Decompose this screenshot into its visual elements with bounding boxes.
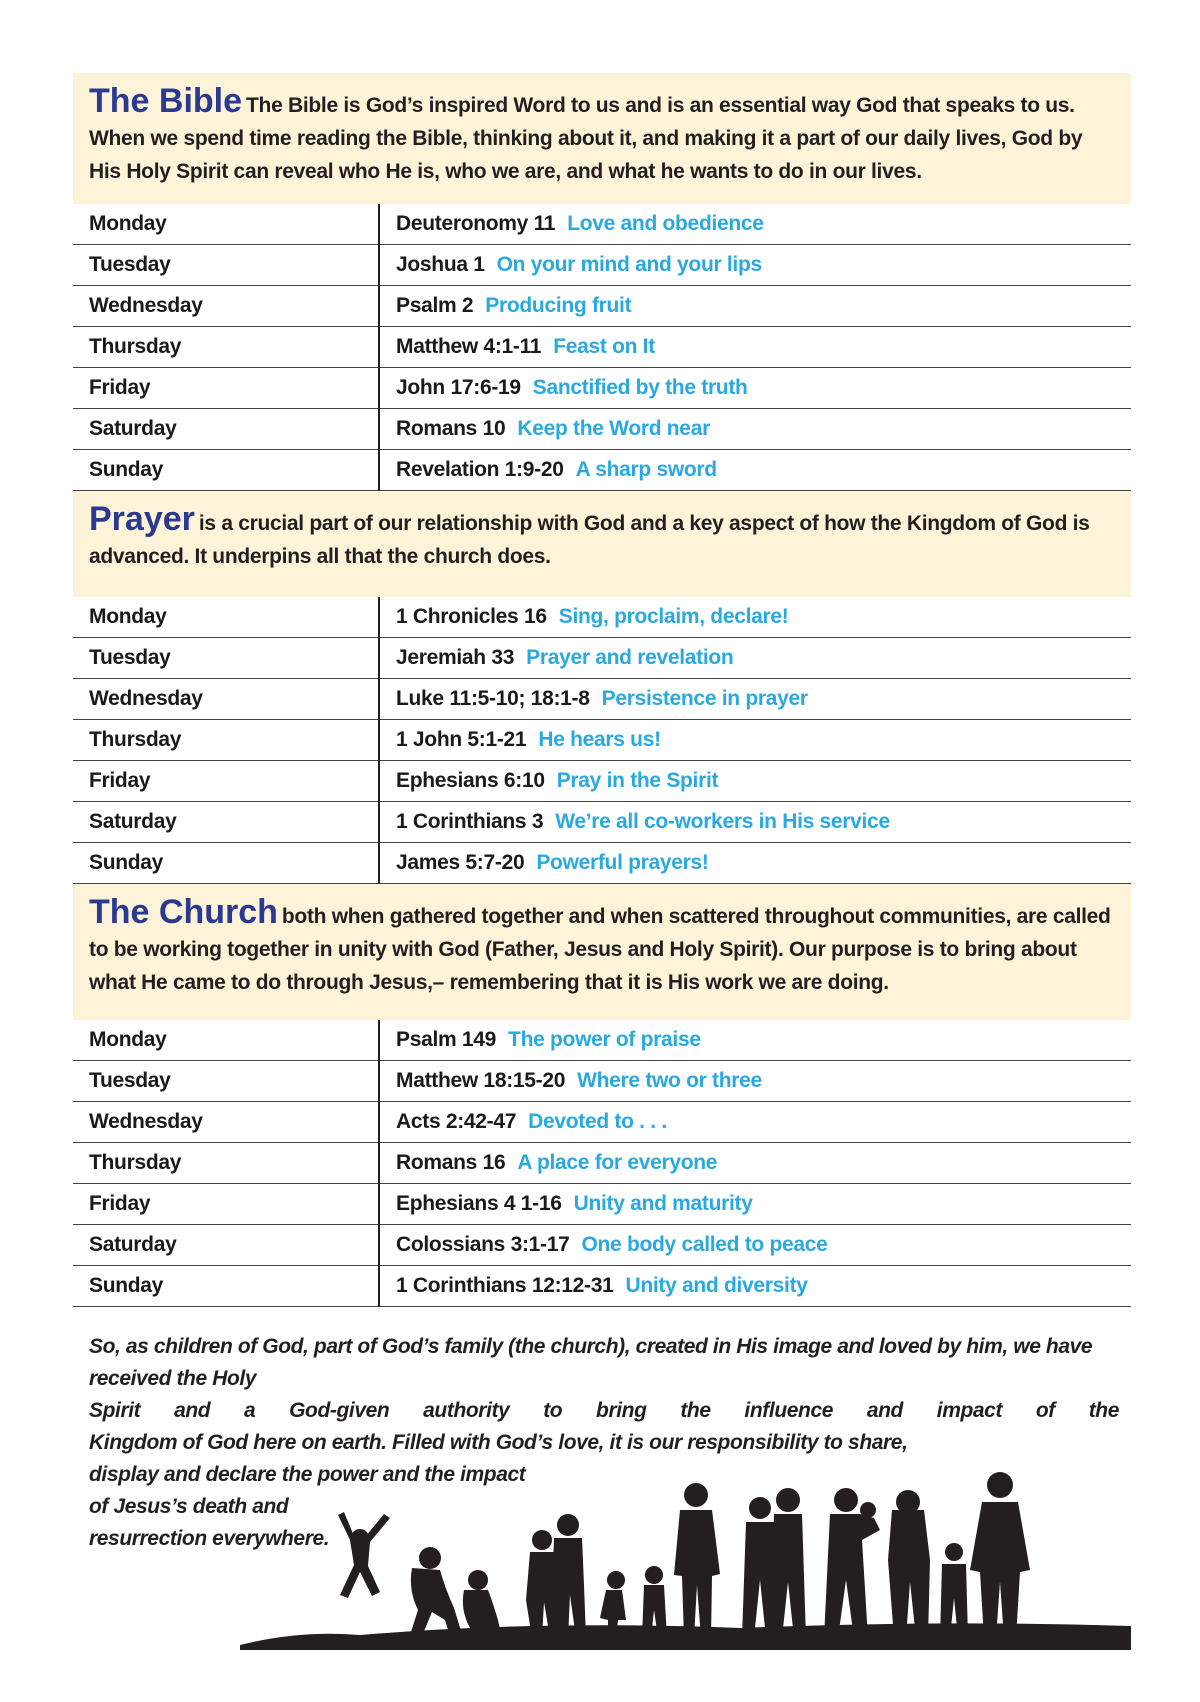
- day-label: Thursday: [89, 335, 182, 358]
- day-label: Sunday: [89, 851, 164, 874]
- scripture-ref: Psalm 149: [396, 1028, 497, 1051]
- closing-line: So, as children of God, part of God’s family (the church), created in His image and loved by him, we have received the Holy: [89, 1335, 1093, 1390]
- section-intro: [73, 73, 1131, 204]
- table-row: [73, 327, 1131, 368]
- closing-line: Kingdom of God here on earth. Filled with God’s love, it is our responsibility to share,: [89, 1431, 908, 1454]
- scripture-ref: James 5:7-20: [396, 851, 525, 874]
- day-label: Friday: [89, 769, 151, 792]
- table-row: [73, 843, 1131, 884]
- theme-text: A place for everyone: [517, 1151, 718, 1174]
- scripture-ref: 1 Chronicles 16: [396, 605, 547, 628]
- table-row: [73, 450, 1131, 491]
- closing-line: of Jesus’s death and: [89, 1495, 289, 1518]
- table-row: [73, 409, 1131, 450]
- theme-text: Powerful prayers!: [536, 851, 709, 874]
- theme-text: He hears us!: [538, 728, 661, 751]
- scripture-ref: Jeremiah 33: [396, 646, 515, 669]
- scripture-ref: Luke 11:5-10; 18:1-8: [396, 687, 590, 710]
- section-intro: [73, 884, 1131, 1020]
- table-row: [73, 368, 1131, 409]
- table-row: [73, 761, 1131, 802]
- day-label: Wednesday: [89, 294, 203, 317]
- scripture-ref: Revelation 1:9-20: [396, 458, 564, 481]
- scripture-ref: John 17:6-19: [396, 376, 521, 399]
- scripture-ref: Ephesians 4 1-16: [396, 1192, 562, 1215]
- day-label: Wednesday: [89, 687, 203, 710]
- scripture-ref: 1 Corinthians 12:12-31: [396, 1274, 614, 1297]
- day-label: Thursday: [89, 1151, 182, 1174]
- scripture-ref: Matthew 4:1-11: [396, 335, 542, 358]
- day-label: Wednesday: [89, 1110, 203, 1133]
- scripture-ref: Romans 16: [396, 1151, 506, 1174]
- theme-text: Sing, proclaim, declare!: [558, 605, 789, 628]
- theme-text: On your mind and your lips: [496, 253, 762, 276]
- scripture-ref: 1 John 5:1-21: [396, 728, 527, 751]
- reading-table: [73, 204, 1131, 491]
- day-label: Tuesday: [89, 253, 171, 276]
- day-label: Tuesday: [89, 646, 171, 669]
- theme-text: Unity and maturity: [573, 1192, 753, 1215]
- scripture-ref: Matthew 18:15-20: [396, 1069, 566, 1092]
- table-row: [73, 204, 1131, 245]
- table-row: [73, 1225, 1131, 1266]
- section-prayer: [73, 491, 1131, 884]
- theme-text: Love and obedience: [567, 212, 764, 235]
- table-row: [73, 597, 1131, 638]
- reading-table: [73, 597, 1131, 884]
- table-row: [73, 638, 1131, 679]
- closing-line: display and declare the power and the impact: [89, 1463, 526, 1486]
- table-row: [73, 1184, 1131, 1225]
- closing-line: resurrection everywhere.: [89, 1527, 330, 1550]
- scripture-ref: Colossians 3:1-17: [396, 1233, 570, 1256]
- day-label: Sunday: [89, 458, 164, 481]
- theme-text: A sharp sword: [575, 458, 717, 481]
- day-label: Monday: [89, 605, 167, 628]
- table-row: [73, 1020, 1131, 1061]
- day-label: Thursday: [89, 728, 182, 751]
- section-intro-text: both when gathered together and when scattered throughout communities, are called to be working together in unity with God (Father, Jesus and Holy Spirit). Our purpose is to bring about what He came to do through Jesus,– remembering that it is His work we are doing.: [89, 905, 1111, 994]
- table-row: [73, 1102, 1131, 1143]
- scripture-ref: Deuteronomy 11: [396, 212, 556, 235]
- day-label: Sunday: [89, 1274, 164, 1297]
- theme-text: Prayer and revelation: [526, 646, 734, 669]
- day-label: Saturday: [89, 417, 177, 440]
- day-label: Friday: [89, 376, 151, 399]
- reading-table: [73, 1020, 1131, 1307]
- table-row: [73, 1266, 1131, 1307]
- table-row: [73, 720, 1131, 761]
- section-intro-text: The Bible is God’s inspired Word to us and is an essential way God that speaks to us. When we spend time reading the Bible, thinking about it, and making it a part of our daily lives, God by His Holy Spirit can reveal who He is, who we are, and what he wants to do in our lives.: [89, 94, 1083, 183]
- theme-text: Feast on It: [553, 335, 655, 358]
- theme-text: Unity and diversity: [625, 1274, 808, 1297]
- theme-text: Sanctified by the truth: [532, 376, 748, 399]
- day-label: Monday: [89, 1028, 167, 1051]
- theme-text: Persistence in prayer: [601, 687, 808, 710]
- day-label: Monday: [89, 212, 167, 235]
- section-heading: The Church: [89, 893, 278, 931]
- scripture-ref: Psalm 2: [396, 294, 474, 317]
- theme-text: Producing fruit: [485, 294, 632, 317]
- section-church: [73, 884, 1131, 1307]
- day-label: Friday: [89, 1192, 151, 1215]
- scripture-ref: Joshua 1: [396, 253, 485, 276]
- theme-text: We’re all co-workers in His service: [555, 810, 890, 833]
- day-label: Saturday: [89, 1233, 177, 1256]
- table-row: [73, 245, 1131, 286]
- theme-text: One body called to peace: [581, 1233, 828, 1256]
- theme-text: Pray in the Spirit: [556, 769, 719, 792]
- table-row: [73, 286, 1131, 327]
- theme-text: Devoted to . . .: [528, 1110, 667, 1133]
- section-heading: The Bible: [89, 82, 243, 120]
- closing-line: Spirit and a God-given authority to bring the influence and impact of the: [89, 1399, 1119, 1422]
- day-label: Tuesday: [89, 1069, 171, 1092]
- theme-text: The power of praise: [508, 1028, 701, 1051]
- people-silhouette-illustration: [240, 1470, 1131, 1650]
- table-row: [73, 679, 1131, 720]
- scripture-ref: Acts 2:42-47: [396, 1110, 517, 1133]
- scripture-ref: Romans 10: [396, 417, 506, 440]
- theme-text: Where two or three: [577, 1069, 762, 1092]
- section-intro: [73, 491, 1131, 597]
- scripture-ref: Ephesians 6:10: [396, 769, 545, 792]
- section-bible: [73, 73, 1131, 491]
- table-row: [73, 802, 1131, 843]
- table-row: [73, 1143, 1131, 1184]
- scripture-ref: 1 Corinthians 3: [396, 810, 544, 833]
- table-row: [73, 1061, 1131, 1102]
- day-label: Saturday: [89, 810, 177, 833]
- section-intro-text: is a crucial part of our relationship with God and a key aspect of how the Kingdom of God is advanced. It underpins all that the church does.: [89, 512, 1090, 568]
- section-heading: Prayer: [89, 500, 195, 538]
- theme-text: Keep the Word near: [517, 417, 710, 440]
